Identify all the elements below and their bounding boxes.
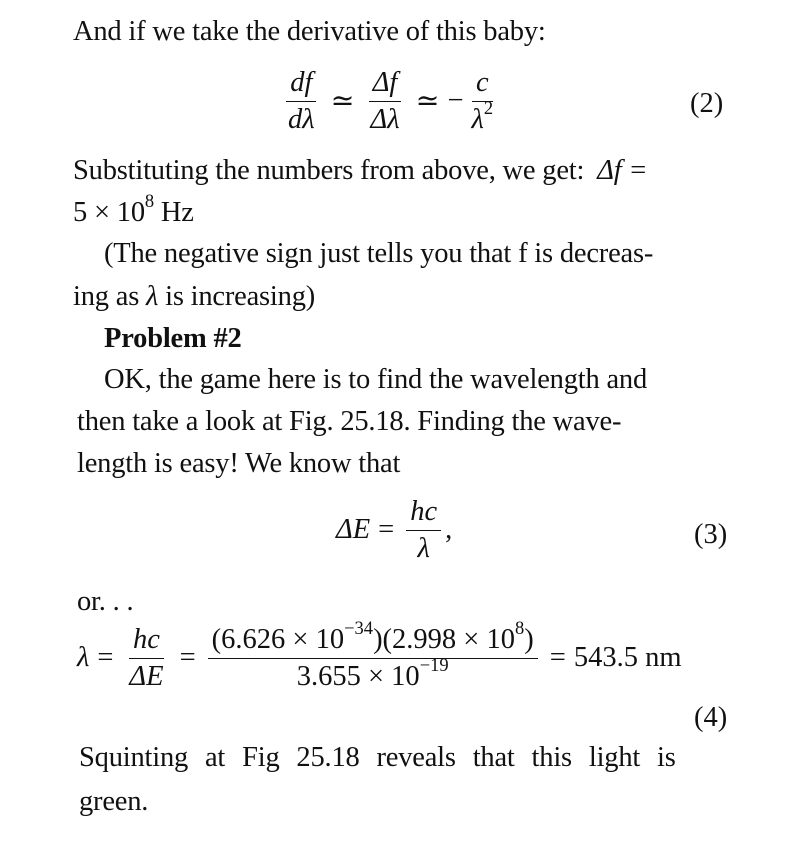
fraction-denominator: λ <box>417 532 430 564</box>
fraction-hc-lambda <box>406 497 441 564</box>
equation-number-2: (2) <box>690 88 724 119</box>
intro-text: And if we take the derivative of this baby: <box>73 16 546 47</box>
substituting-line-1 <box>73 157 647 186</box>
note-text-a: ing as <box>73 281 147 312</box>
fraction-denominator <box>468 98 498 135</box>
fraction-numeric <box>208 618 538 692</box>
energy-value: 3.655 × 10 <box>296 660 420 692</box>
problem-heading: Problem #2 <box>104 323 242 354</box>
closing-paren: ) <box>524 624 534 655</box>
comma: , <box>445 514 453 546</box>
approx-symbol: ≃ <box>415 86 440 118</box>
note-line-2 <box>73 283 315 312</box>
or-text: or. . . <box>77 586 134 617</box>
wavelength-result: 543.5 nm <box>573 642 682 674</box>
equation-3 <box>336 497 452 564</box>
problem-2-line-1: OK, the game here is to find the wavelength and <box>104 364 648 395</box>
fraction-c-lambda-squared <box>468 68 498 135</box>
speed-of-light: )(2.998 × 10 <box>373 624 515 655</box>
substituting-line-2 <box>73 191 194 228</box>
fraction-denominator: Δλ <box>370 103 400 135</box>
approx-symbol: ≃ <box>330 86 355 118</box>
note-text-b: is increasing) <box>158 281 316 312</box>
conclusion-line-2: green. <box>79 786 149 817</box>
planck-constant: (6.626 × 10 <box>211 624 345 655</box>
fraction-numerator: c <box>472 68 493 102</box>
equation-4 <box>77 618 682 692</box>
delta-f-expression: Δf = <box>597 155 648 186</box>
lambda-symbol: λ <box>146 281 159 312</box>
equation-2 <box>280 68 501 135</box>
exponent: −34 <box>344 618 374 640</box>
fraction-df-dlambda <box>284 68 319 135</box>
problem-2-line-3: length is easy! We know that <box>77 448 401 479</box>
fraction-denominator: dλ <box>288 103 315 135</box>
equals-sign: = <box>179 642 196 674</box>
fraction-deltaf-deltalambda <box>366 68 403 135</box>
equals-sign: = <box>378 514 395 546</box>
lambda-symbol: λ <box>471 103 484 135</box>
fraction-denominator: ΔE <box>129 660 164 692</box>
fraction-numerator: hc <box>129 625 164 659</box>
minus-sign: − <box>447 85 464 117</box>
note-line-1: (The negative sign just tells you that f is decreas- <box>104 238 654 269</box>
exponent: −19 <box>419 655 449 677</box>
equals-sign: = <box>549 642 566 674</box>
exponent: 8 <box>144 191 154 213</box>
substituting-text: Substituting the numbers from above, we get: <box>73 155 585 186</box>
frequency-unit: Hz <box>153 197 194 228</box>
exponent: 8 <box>515 618 525 640</box>
fraction-numerator: hc <box>406 497 441 531</box>
equation-number-3: (3) <box>694 519 728 550</box>
problem-2-line-2: then take a look at Fig. 25.18. Finding the wave- <box>77 406 622 437</box>
fraction-numerator <box>208 618 538 659</box>
frequency-value: 5 × 10 <box>73 197 145 228</box>
equals-sign: = <box>97 642 114 674</box>
conclusion-line-1: Squinting at Fig 25.18 reveals that this light is <box>79 742 676 773</box>
equation-number-4: (4) <box>694 702 728 733</box>
fraction-hc-deltae <box>125 625 167 692</box>
fraction-numerator: Δf <box>369 68 402 102</box>
fraction-denominator <box>293 655 453 692</box>
lambda-symbol: λ <box>77 642 90 674</box>
fraction-numerator: df <box>286 68 316 102</box>
exponent: 2 <box>483 98 494 120</box>
delta-e-symbol: ΔE <box>336 514 371 546</box>
